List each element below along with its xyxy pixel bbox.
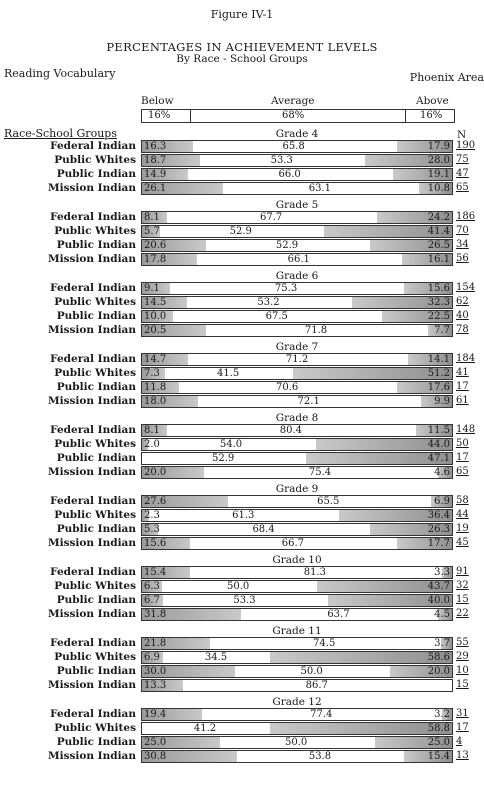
norm-reference-bar — [141, 109, 455, 123]
n-value: 45 — [456, 537, 469, 548]
grade-label: Grade 7 — [275, 341, 319, 353]
group-label: Public Whites — [54, 580, 136, 592]
value-below: 2.3 — [144, 510, 160, 521]
n-value: 184 — [456, 353, 476, 364]
stacked-bar — [141, 722, 453, 735]
group-label: Public Whites — [54, 225, 136, 237]
value-below: 20.0 — [144, 467, 167, 478]
value-above: 4.5 — [434, 609, 450, 620]
area-label: Phoenix Area — [409, 71, 484, 84]
value-above: 14.1 — [427, 354, 450, 365]
stacked-bar — [141, 708, 453, 721]
stacked-bar — [141, 637, 453, 650]
n-value: 62 — [456, 296, 469, 307]
value-above: 10.8 — [427, 183, 450, 194]
group-label: Mission Indian — [47, 679, 136, 691]
stacked-bar — [141, 566, 453, 579]
n-value: 70 — [456, 225, 469, 236]
bar-segment-above — [270, 723, 452, 734]
value-below: 31.8 — [144, 609, 167, 620]
group-label: Public Whites — [54, 154, 136, 166]
value-average: 50.0 — [285, 737, 308, 748]
bar-segment-above — [270, 652, 452, 663]
value-below: 15.6 — [144, 538, 167, 549]
value-average: 74.5 — [313, 638, 336, 649]
value-below: 27.6 — [144, 496, 167, 507]
value-below: 20.5 — [144, 325, 167, 336]
n-value: 31 — [456, 708, 469, 719]
stacked-bar — [141, 282, 453, 295]
stacked-bar — [141, 424, 453, 437]
value-average: 65.8 — [282, 141, 305, 152]
value-above: 9.9 — [434, 396, 450, 407]
grade-label: Grade 9 — [275, 483, 319, 495]
n-value: 10 — [456, 665, 469, 676]
value-above: 58.6 — [427, 652, 450, 663]
value-below: 6.3 — [144, 581, 160, 592]
value-above: 3.2 — [434, 709, 450, 720]
value-below: 16.3 — [144, 141, 167, 152]
value-average: 41.5 — [216, 368, 240, 379]
grade-label: Grade 4 — [275, 128, 319, 140]
stacked-bar — [141, 154, 453, 167]
n-value: 17 — [456, 452, 469, 463]
group-label: Mission Indian — [47, 324, 136, 336]
value-below: 21.8 — [144, 638, 167, 649]
stacked-bar — [141, 367, 453, 380]
value-above: 15.6 — [427, 283, 450, 294]
n-value: 29 — [456, 651, 469, 662]
value-above: 3.3 — [434, 567, 450, 578]
n-value: 19 — [456, 523, 469, 534]
stacked-bar — [141, 608, 453, 621]
value-above: 26.3 — [427, 524, 450, 535]
group-label: Public Indian — [56, 736, 136, 748]
value-below: 9.1 — [144, 283, 160, 294]
stacked-bar — [141, 225, 453, 238]
value-below: 6.9 — [144, 652, 160, 663]
value-average: 53.3 — [233, 595, 256, 606]
value-average: 80.4 — [279, 425, 302, 436]
value-below: 17.8 — [144, 254, 167, 265]
value-average: 52.9 — [229, 226, 252, 237]
value-above: 58.8 — [427, 723, 450, 734]
value-below: 25.0 — [144, 737, 167, 748]
value-below: 8.1 — [144, 425, 160, 436]
value-above: 43.7 — [427, 581, 450, 592]
group-label: Public Indian — [56, 452, 136, 464]
value-below: 19.4 — [144, 709, 167, 720]
stacked-bar — [141, 594, 453, 607]
n-value: 15 — [456, 594, 469, 605]
group-label: Public Indian — [56, 381, 136, 393]
value-average: 75.3 — [274, 283, 298, 294]
n-value: 190 — [456, 140, 476, 151]
n-value: 17 — [456, 722, 469, 733]
stacked-bar — [141, 651, 453, 664]
n-value: 47 — [456, 168, 469, 179]
group-label: Mission Indian — [47, 253, 136, 265]
average-norm-pct: 68% — [282, 110, 305, 121]
n-value: 17 — [456, 381, 469, 392]
value-average: 77.4 — [310, 709, 333, 720]
value-below: 20.6 — [144, 240, 167, 251]
group-label: Federal Indian — [50, 495, 136, 507]
value-below: 11.8 — [144, 382, 167, 393]
group-label: Public Whites — [54, 438, 136, 450]
stacked-bar — [141, 452, 453, 465]
value-average: 34.5 — [204, 652, 228, 663]
n-value: 32 — [456, 580, 469, 591]
value-average: 66.7 — [281, 538, 304, 549]
group-label: Public Whites — [54, 367, 136, 379]
stacked-bar — [141, 523, 453, 536]
average-header: Average — [271, 95, 315, 107]
group-label: Public Whites — [54, 296, 136, 308]
value-average: 63.1 — [308, 183, 331, 194]
group-label: Public Whites — [54, 509, 136, 521]
group-label: Federal Indian — [50, 566, 136, 578]
stacked-bar — [141, 381, 453, 394]
n-value: 91 — [456, 566, 469, 577]
value-above: 26.5 — [427, 240, 450, 251]
value-above: 20.0 — [427, 666, 450, 677]
grade-label: Grade 12 — [272, 696, 322, 708]
value-above: 11.5 — [427, 425, 450, 436]
stacked-bar — [141, 310, 453, 323]
value-below: 6.7 — [144, 595, 160, 606]
subject-label: Reading Vocabulary — [4, 67, 116, 80]
n-value: 15 — [456, 679, 469, 690]
stacked-bar — [141, 665, 453, 678]
value-above: 51.2 — [427, 368, 450, 379]
n-header: N — [457, 129, 467, 141]
stacked-bar — [141, 211, 453, 224]
group-label: Mission Indian — [47, 608, 136, 620]
value-below: 2.0 — [144, 439, 160, 450]
value-average: 67.7 — [260, 212, 283, 223]
above-norm-pct: 16% — [420, 110, 443, 121]
below-header: Below — [141, 95, 174, 107]
stacked-bar — [141, 140, 453, 153]
group-label: Federal Indian — [50, 282, 136, 294]
group-label: Mission Indian — [47, 750, 136, 762]
stacked-bar — [141, 296, 453, 309]
stacked-bar — [141, 679, 453, 692]
value-above: 41.4 — [427, 226, 450, 237]
value-average: 41.2 — [193, 723, 217, 734]
value-average: 52.9 — [275, 240, 299, 251]
n-value: 78 — [456, 324, 469, 335]
grade-label: Grade 8 — [275, 412, 319, 424]
value-average: 53.3 — [270, 155, 293, 166]
group-label: Public Indian — [56, 594, 136, 606]
n-value: 50 — [456, 438, 469, 449]
n-value: 56 — [456, 253, 469, 264]
value-average: 86.7 — [305, 680, 328, 691]
value-below: 18.7 — [144, 155, 167, 166]
value-below: 7.3 — [144, 368, 160, 379]
value-below: 5.3 — [144, 524, 160, 535]
stacked-bar — [141, 509, 453, 522]
value-below: 30.0 — [144, 666, 167, 677]
group-label: Public Whites — [54, 722, 136, 734]
group-label: Federal Indian — [50, 140, 136, 152]
value-average: 61.3 — [232, 510, 255, 521]
value-above: 40.0 — [427, 595, 450, 606]
stacked-bar — [141, 182, 453, 195]
value-above: 28.0 — [427, 155, 450, 166]
value-average: 53.2 — [257, 297, 280, 308]
group-label: Public Indian — [56, 239, 136, 251]
group-label: Federal Indian — [50, 424, 136, 436]
value-below: 8.1 — [144, 212, 160, 223]
value-above: 44.0 — [427, 439, 450, 450]
stacked-bar — [141, 495, 453, 508]
value-above: 17.7 — [427, 538, 450, 549]
value-above: 17.6 — [427, 382, 450, 393]
value-above: 36.4 — [427, 510, 450, 521]
n-value: 148 — [456, 424, 476, 435]
n-value: 22 — [456, 608, 469, 619]
n-value: 154 — [456, 282, 476, 293]
group-label: Public Whites — [54, 651, 136, 663]
value-above: 25.0 — [427, 737, 450, 748]
chart-subtitle: By Race - School Groups — [176, 53, 308, 65]
value-average: 72.1 — [297, 396, 320, 407]
stacked-bar — [141, 466, 453, 479]
grade-label: Grade 5 — [275, 199, 319, 211]
grade-label: Grade 10 — [272, 554, 322, 566]
stacked-bar — [141, 537, 453, 550]
n-value: 40 — [456, 310, 469, 321]
value-below: 15.4 — [144, 567, 167, 578]
value-average: 67.5 — [265, 311, 288, 322]
stacked-bar — [141, 253, 453, 266]
value-average: 54.0 — [219, 439, 243, 450]
value-average: 71.2 — [285, 354, 309, 365]
stacked-bar — [141, 168, 453, 181]
group-label: Mission Indian — [47, 182, 136, 194]
stacked-bar — [141, 353, 453, 366]
above-header: Above — [416, 95, 449, 107]
value-above: 7.7 — [434, 325, 450, 336]
value-above: 3.7 — [434, 638, 450, 649]
value-average: 66.0 — [278, 169, 301, 180]
value-below: 14.9 — [144, 169, 167, 180]
n-value: 41 — [456, 367, 469, 378]
stacked-bar — [141, 580, 453, 593]
stacked-bar — [141, 395, 453, 408]
value-below: 14.7 — [144, 354, 167, 365]
value-average: 66.1 — [287, 254, 310, 265]
grade-label: Grade 11 — [272, 625, 322, 637]
value-average: 70.6 — [276, 382, 299, 393]
value-below: 18.0 — [144, 396, 167, 407]
group-label: Mission Indian — [47, 466, 136, 478]
below-norm-pct: 16% — [148, 110, 171, 121]
value-below: 5.7 — [144, 226, 160, 237]
stacked-bar — [141, 750, 453, 763]
value-average: 81.3 — [303, 567, 327, 578]
group-label: Public Indian — [56, 168, 136, 180]
value-average: 50.0 — [227, 581, 250, 592]
value-below: 30.8 — [144, 751, 167, 762]
value-below: 13.3 — [144, 680, 167, 691]
group-label: Mission Indian — [47, 395, 136, 407]
chart-title: PERCENTAGES IN ACHIEVEMENT LEVELS — [106, 40, 378, 54]
n-value: 13 — [456, 750, 469, 761]
n-value: 61 — [456, 395, 469, 406]
n-value: 65 — [456, 466, 469, 477]
value-above: 4.6 — [434, 467, 450, 478]
group-label: Federal Indian — [50, 353, 136, 365]
grade-label: Grade 6 — [275, 270, 319, 282]
value-average: 50.0 — [300, 666, 323, 677]
n-value: 58 — [456, 495, 469, 506]
stacked-bar — [141, 736, 453, 749]
group-label: Federal Indian — [50, 708, 136, 720]
value-above: 47.1 — [427, 453, 450, 464]
value-average: 65.5 — [317, 496, 340, 507]
value-below: 26.1 — [144, 183, 167, 194]
value-average: 75.4 — [308, 467, 332, 478]
group-label: Mission Indian — [47, 537, 136, 549]
group-label: Public Indian — [56, 523, 136, 535]
figure-label: Figure IV-1 — [210, 8, 274, 21]
value-above: 16.1 — [427, 254, 450, 265]
value-average: 71.8 — [304, 325, 328, 336]
n-value: 75 — [456, 154, 469, 165]
n-value: 55 — [456, 637, 469, 648]
stacked-bar — [141, 438, 453, 451]
column-title: Race-School Groups — [4, 127, 117, 140]
n-value: 4 — [456, 736, 463, 747]
value-above: 15.4 — [427, 751, 450, 762]
stacked-bar — [141, 324, 453, 337]
value-above: 6.9 — [434, 496, 450, 507]
group-label: Federal Indian — [50, 637, 136, 649]
value-below: 14.5 — [144, 297, 167, 308]
value-above: 17.9 — [427, 141, 450, 152]
value-below: 10.0 — [144, 311, 167, 322]
value-above: 22.5 — [427, 311, 450, 322]
group-label: Public Indian — [56, 665, 136, 677]
value-average: 52.9 — [211, 453, 235, 464]
group-label: Public Indian — [56, 310, 136, 322]
n-value: 186 — [456, 211, 476, 222]
value-above: 32.3 — [427, 297, 450, 308]
stacked-bar — [141, 239, 453, 252]
n-value: 44 — [456, 509, 469, 520]
value-average: 53.8 — [308, 751, 332, 762]
n-value: 65 — [456, 182, 469, 193]
n-value: 34 — [456, 239, 469, 250]
value-above: 24.2 — [427, 212, 450, 223]
group-label: Federal Indian — [50, 211, 136, 223]
value-above: 19.1 — [427, 169, 450, 180]
value-average: 68.4 — [252, 524, 275, 535]
value-average: 63.7 — [327, 609, 350, 620]
